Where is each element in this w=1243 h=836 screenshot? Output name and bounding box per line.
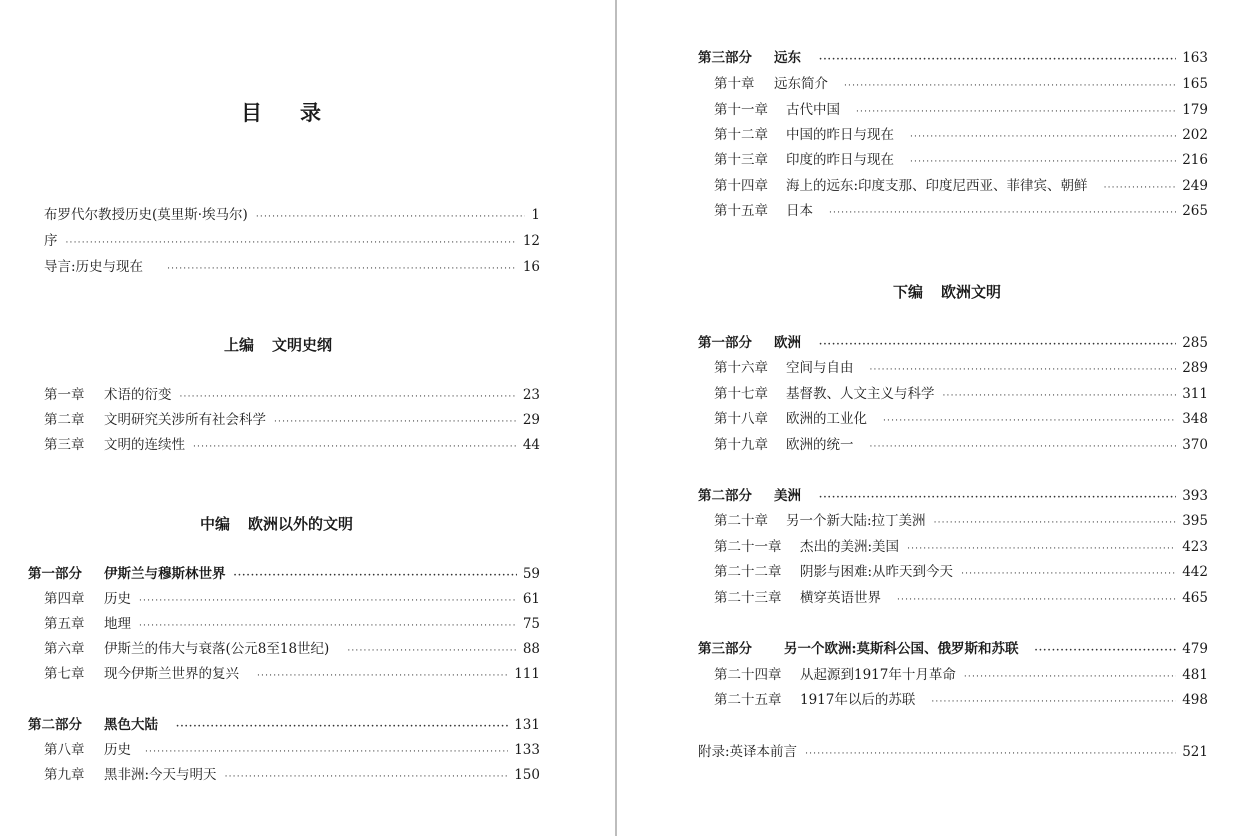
page-number: 44 (522, 437, 540, 453)
chapter-title: 古代中国 (786, 102, 840, 118)
volume-heading-3 (893, 281, 1001, 302)
dot-leader (274, 414, 517, 430)
chapter-title: 欧洲的工业化 (786, 411, 867, 427)
page-number: 29 (522, 412, 540, 428)
part-number: 第二部分 (698, 488, 752, 504)
chapter-number: 第二十五章 (714, 692, 782, 708)
page-number: 311 (1182, 386, 1208, 402)
page-number: 479 (1182, 641, 1208, 657)
toc-chapter-10[interactable] (714, 74, 1208, 94)
dot-leader (256, 209, 526, 225)
entry-label: 导言:历史与现在 (44, 259, 144, 275)
chapter-title: 中国的昨日与现在 (786, 127, 894, 143)
chapter-title: 历史 (104, 742, 131, 758)
page-number: 481 (1182, 667, 1208, 683)
chapter-number: 第十七章 (714, 386, 768, 402)
chapter-title: 阴影与困难:从昨天到今天 (800, 564, 954, 580)
chapter-number: 第十三章 (714, 152, 768, 168)
toc-chapter-5[interactable] (44, 614, 540, 634)
toc-entry-front-2[interactable] (44, 231, 540, 251)
toc-chapter-4[interactable] (44, 589, 540, 609)
toc-chapter-25[interactable] (714, 690, 1208, 710)
toc-part-1[interactable] (28, 564, 540, 584)
chapter-title: 文明研究关涉所有社会科学 (104, 412, 266, 428)
chapter-number: 第六章 (44, 641, 85, 657)
part-number: 第二部分 (28, 717, 82, 733)
chapter-title: 日本 (786, 203, 813, 219)
dot-leader (1034, 643, 1176, 659)
chapter-title: 印度的昨日与现在 (786, 152, 894, 168)
chapter-number: 第十八章 (714, 411, 768, 427)
right-page (617, 0, 1243, 836)
dot-leader (883, 413, 1176, 429)
dot-leader (819, 490, 1176, 506)
dot-leader (193, 439, 517, 455)
toc-appendix[interactable] (698, 742, 1208, 762)
page-number: 370 (1182, 437, 1208, 453)
chapter-title: 伊斯兰的伟大与衰落(公元8至18世纪) (104, 641, 330, 657)
dot-leader (910, 154, 1176, 170)
page-number: 165 (1182, 76, 1208, 92)
dot-leader (934, 515, 1177, 531)
part-number: 第一部分 (698, 335, 752, 351)
toc-chapter-2[interactable] (44, 410, 540, 430)
page-number: 202 (1182, 127, 1208, 143)
dot-leader (856, 104, 1176, 120)
page-number: 465 (1182, 590, 1208, 606)
toc-chapter-1[interactable] (44, 385, 540, 405)
toc-part-eu-1[interactable] (698, 333, 1208, 353)
page-number: 498 (1182, 692, 1208, 708)
chapter-title: 文明的连续性 (104, 437, 185, 453)
page-number: 61 (522, 591, 540, 607)
page-number: 150 (514, 767, 540, 783)
toc-chapter-16[interactable] (714, 358, 1208, 378)
toc-chapter-18[interactable] (714, 409, 1208, 429)
dot-leader (819, 52, 1176, 68)
toc-chapter-6[interactable] (44, 639, 540, 659)
page-number: 249 (1182, 178, 1208, 194)
dot-leader (1104, 180, 1177, 196)
title-char: 录 (300, 101, 359, 125)
page-number: 16 (522, 259, 540, 275)
page-number: 521 (1182, 744, 1208, 760)
chapter-number: 第十章 (714, 76, 755, 92)
part-title: 伊斯兰与穆斯林世界 (104, 566, 226, 582)
toc-part-eu-2[interactable] (698, 486, 1208, 506)
dot-leader (910, 129, 1176, 145)
dot-leader (943, 388, 1177, 404)
dot-leader (145, 744, 508, 760)
chapter-title: 从起源到1917年十月革命 (800, 667, 956, 683)
chapter-title: 横穿英语世界 (800, 590, 881, 606)
toc-chapter-13[interactable] (714, 150, 1208, 170)
chapter-number: 第二十章 (714, 513, 768, 529)
page-number: 423 (1182, 539, 1208, 555)
part-number: 第一部分 (28, 566, 82, 582)
page-number: 59 (522, 566, 540, 582)
page-number: 23 (522, 387, 540, 403)
toc-chapter-19[interactable] (714, 435, 1208, 455)
chapter-number: 第五章 (44, 616, 85, 632)
page-number: 285 (1182, 335, 1208, 351)
dot-leader (964, 669, 1176, 685)
page-number: 348 (1182, 411, 1208, 427)
page-number: 163 (1182, 50, 1208, 66)
toc-part-3[interactable] (698, 48, 1208, 68)
appendix-label: 附录:英译本前言 (698, 744, 798, 760)
chapter-number: 第一章 (44, 387, 85, 403)
dot-leader (225, 769, 509, 785)
dot-leader (961, 566, 1176, 582)
toc-title (241, 97, 359, 127)
volume-heading-1 (224, 334, 332, 355)
chapter-title: 杰出的美洲:美国 (800, 539, 900, 555)
chapter-title: 欧洲的统一 (786, 437, 854, 453)
page-number: 179 (1182, 102, 1208, 118)
page-number: 111 (514, 666, 540, 682)
toc-chapter-7[interactable] (44, 664, 540, 684)
chapter-number: 第十四章 (714, 178, 768, 194)
chapter-number: 第九章 (44, 767, 85, 783)
page-number: 133 (514, 742, 540, 758)
toc-entry-front-1[interactable] (44, 205, 540, 225)
volume-part: 上编 (224, 336, 255, 354)
chapter-number: 第四章 (44, 591, 85, 607)
part-title: 远东 (774, 50, 801, 66)
volume-title: 欧洲以外的文明 (248, 515, 354, 533)
dot-leader (139, 593, 517, 609)
dot-leader (931, 694, 1176, 710)
page-number: 442 (1182, 564, 1208, 580)
dot-leader (66, 235, 517, 251)
toc-chapter-12[interactable] (714, 125, 1208, 145)
toc-part-2[interactable] (28, 715, 540, 735)
chapter-number: 第三章 (44, 437, 85, 453)
dot-leader (870, 362, 1177, 378)
dot-leader (176, 719, 508, 735)
page-number: 131 (514, 717, 540, 733)
dot-leader (907, 541, 1176, 557)
dot-leader (167, 261, 517, 277)
chapter-number: 第十五章 (714, 203, 768, 219)
chapter-title: 现今伊斯兰世界的复兴 (104, 666, 239, 682)
left-page (0, 0, 615, 836)
dot-leader (180, 389, 517, 405)
chapter-title: 基督教、人文主义与科学 (786, 386, 935, 402)
chapter-number: 第八章 (44, 742, 85, 758)
dot-leader (819, 337, 1176, 353)
volume-part: 中编 (200, 515, 231, 533)
dot-leader (347, 643, 517, 659)
toc-chapter-8[interactable] (44, 740, 540, 760)
chapter-title: 远东简介 (774, 76, 828, 92)
part-title: 黑色大陆 (104, 717, 158, 733)
part-title: 美洲 (774, 488, 801, 504)
toc-chapter-14[interactable] (714, 176, 1208, 196)
chapter-title: 空间与自由 (786, 360, 854, 376)
toc-chapter-20[interactable] (714, 511, 1208, 531)
chapter-title: 另一个新大陆:拉丁美洲 (786, 513, 926, 529)
volume-title: 文明史纲 (272, 336, 333, 354)
page-number: 289 (1182, 360, 1208, 376)
toc-chapter-23[interactable] (714, 588, 1208, 608)
page-number: 12 (522, 233, 540, 249)
volume-part: 下编 (893, 283, 924, 301)
chapter-title: 地理 (104, 616, 131, 632)
toc-chapter-22[interactable] (714, 562, 1208, 582)
part-number: 第三部分 (698, 641, 752, 657)
volume-title: 欧洲文明 (941, 283, 1002, 301)
dot-leader (139, 618, 517, 634)
dot-leader (234, 568, 517, 584)
toc-part-eu-3[interactable] (698, 639, 1208, 659)
page-number: 393 (1182, 488, 1208, 504)
entry-label: 序 (44, 233, 58, 249)
volume-heading-2 (200, 513, 353, 534)
page-number: 265 (1182, 203, 1208, 219)
page-number: 75 (522, 616, 540, 632)
page-number: 216 (1182, 152, 1208, 168)
title-char: 目 (241, 101, 300, 125)
toc-chapter-15[interactable] (714, 201, 1208, 221)
chapter-number: 第十六章 (714, 360, 768, 376)
chapter-number: 第十一章 (714, 102, 768, 118)
dot-leader (870, 439, 1177, 455)
toc-chapter-17[interactable] (714, 384, 1208, 404)
chapter-number: 第十二章 (714, 127, 768, 143)
chapter-number: 第二十三章 (714, 590, 782, 606)
chapter-number: 第二十一章 (714, 539, 782, 555)
chapter-title: 海上的远东:印度支那、印度尼西亚、菲律宾、朝鲜 (786, 178, 1088, 194)
entry-label: 布罗代尔教授历史(莫里斯·埃马尔) (44, 207, 248, 223)
chapter-title: 1917年以后的苏联 (800, 692, 916, 708)
toc-chapter-9[interactable] (44, 765, 540, 785)
toc-chapter-3[interactable] (44, 435, 540, 455)
page-number: 395 (1182, 513, 1208, 529)
chapter-number: 第二章 (44, 412, 85, 428)
toc-entry-front-3[interactable] (44, 257, 540, 277)
toc-chapter-21[interactable] (714, 537, 1208, 557)
chapter-title: 黑非洲:今天与明天 (104, 767, 217, 783)
dot-leader (257, 668, 508, 684)
toc-chapter-11[interactable] (714, 100, 1208, 120)
chapter-number: 第二十四章 (714, 667, 782, 683)
dot-leader (844, 78, 1176, 94)
toc-chapter-24[interactable] (714, 665, 1208, 685)
chapter-number: 第二十二章 (714, 564, 782, 580)
part-number: 第三部分 (698, 50, 752, 66)
chapter-number: 第十九章 (714, 437, 768, 453)
chapter-number: 第七章 (44, 666, 85, 682)
dot-leader (805, 746, 1176, 762)
dot-leader (897, 592, 1176, 608)
dot-leader (829, 205, 1176, 221)
page-number: 88 (522, 641, 540, 657)
chapter-title: 历史 (104, 591, 131, 607)
chapter-title: 术语的衍变 (104, 387, 172, 403)
page-number: 1 (531, 207, 540, 223)
part-title: 欧洲 (774, 335, 801, 351)
part-title: 另一个欧洲:莫斯科公国、俄罗斯和苏联 (784, 641, 1019, 657)
